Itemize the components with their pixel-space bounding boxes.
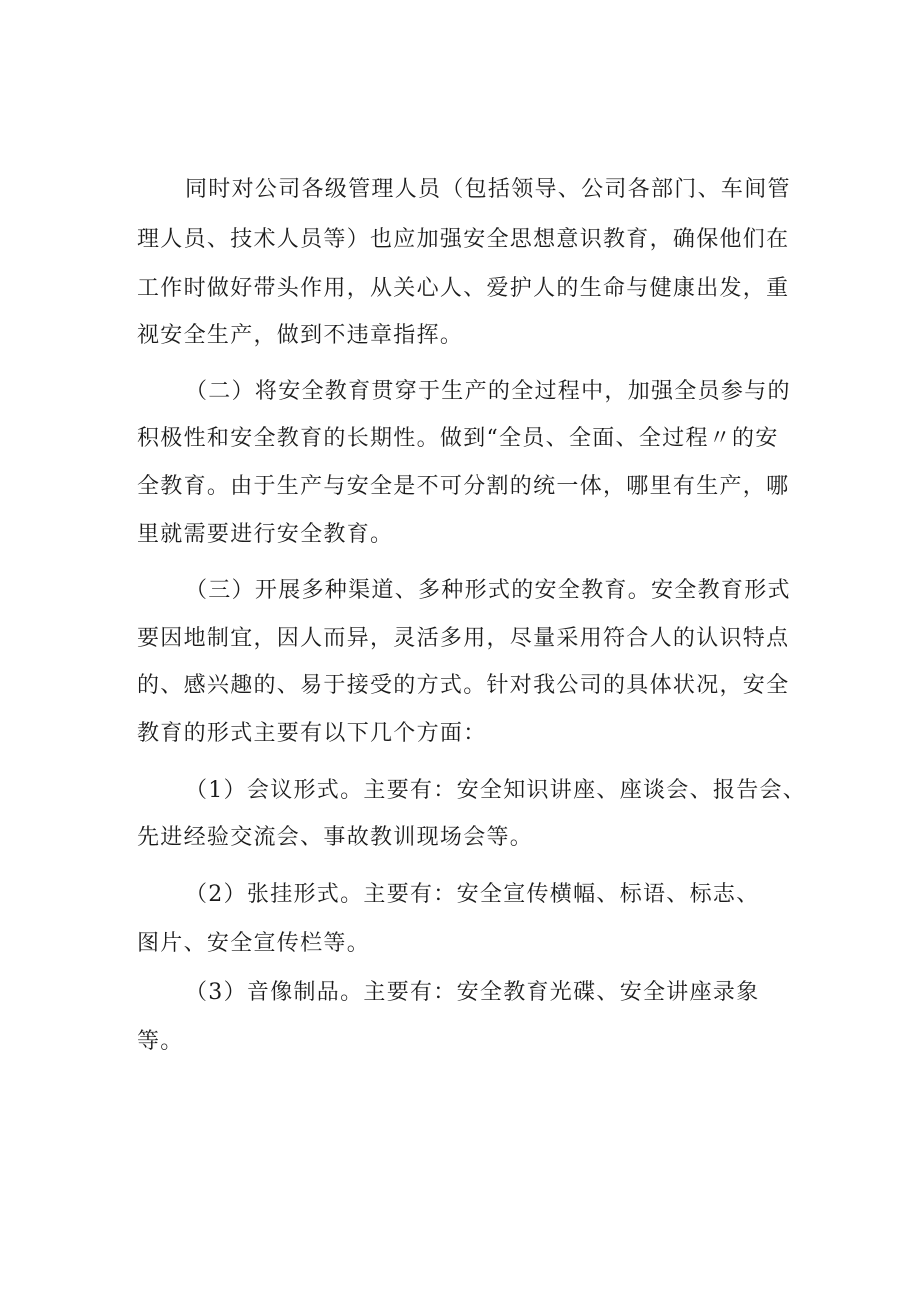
item-2-line-1: （2）张挂形式。主要有：安全宣传横幅、标语、标志、 [185, 882, 760, 907]
item-3-line-1: （3）音像制品。主要有：安全教育光碟、安全讲座录象 [185, 980, 760, 1005]
paragraph-1-line-3: 工作时做好带头作用，从关心人、爱护人的生命与健康出发，重 [137, 276, 790, 301]
item-1-line-2: 先进经验交流会、事故教训现场会等。 [137, 825, 534, 850]
paragraph-1-line-1: 同时对公司各级管理人员（包括领导、公司各部门、车间管 [185, 177, 791, 202]
paragraph-3-line-4: 教育的形式主要有以下几个方面： [137, 721, 487, 746]
paragraph-3-line-2: 要因地制宜，因人而异，灵活多用，尽量采用符合人的认识特点 [137, 626, 790, 651]
paragraph-2-line-3: 全教育。由于生产与安全是不可分割的统一体，哪里有生产，哪 [137, 474, 790, 499]
paragraph-3-line-3: 的、感兴趣的、易于接受的方式。针对我公司的具体状况，安全 [137, 673, 790, 698]
paragraph-1-line-2: 理人员、技术人员等）也应加强安全思想意识教育，确保他们在 [137, 227, 790, 252]
paragraph-2-line-1: （二）将安全教育贯穿于生产的全过程中，加强全员参与的 [185, 379, 791, 404]
paragraph-2-line-4: 里就需要进行安全教育。 [137, 522, 394, 547]
item-3-line-2: 等。 [137, 1029, 184, 1054]
item-1-line-1: （1）会议形式。主要有：安全知识讲座、座谈会、报告会、 [185, 778, 807, 803]
item-2-line-2: 图片、安全宣传栏等。 [137, 931, 371, 956]
paragraph-2-line-2: 积极性和安全教育的长期性。做到“全员、全面、全过程〃的安 [137, 426, 779, 451]
paragraph-1-line-4: 视安全生产，做到不违章指挥。 [137, 323, 464, 348]
paragraph-3-line-1: （三）开展多种渠道、多种形式的安全教育。安全教育形式 [185, 578, 791, 603]
